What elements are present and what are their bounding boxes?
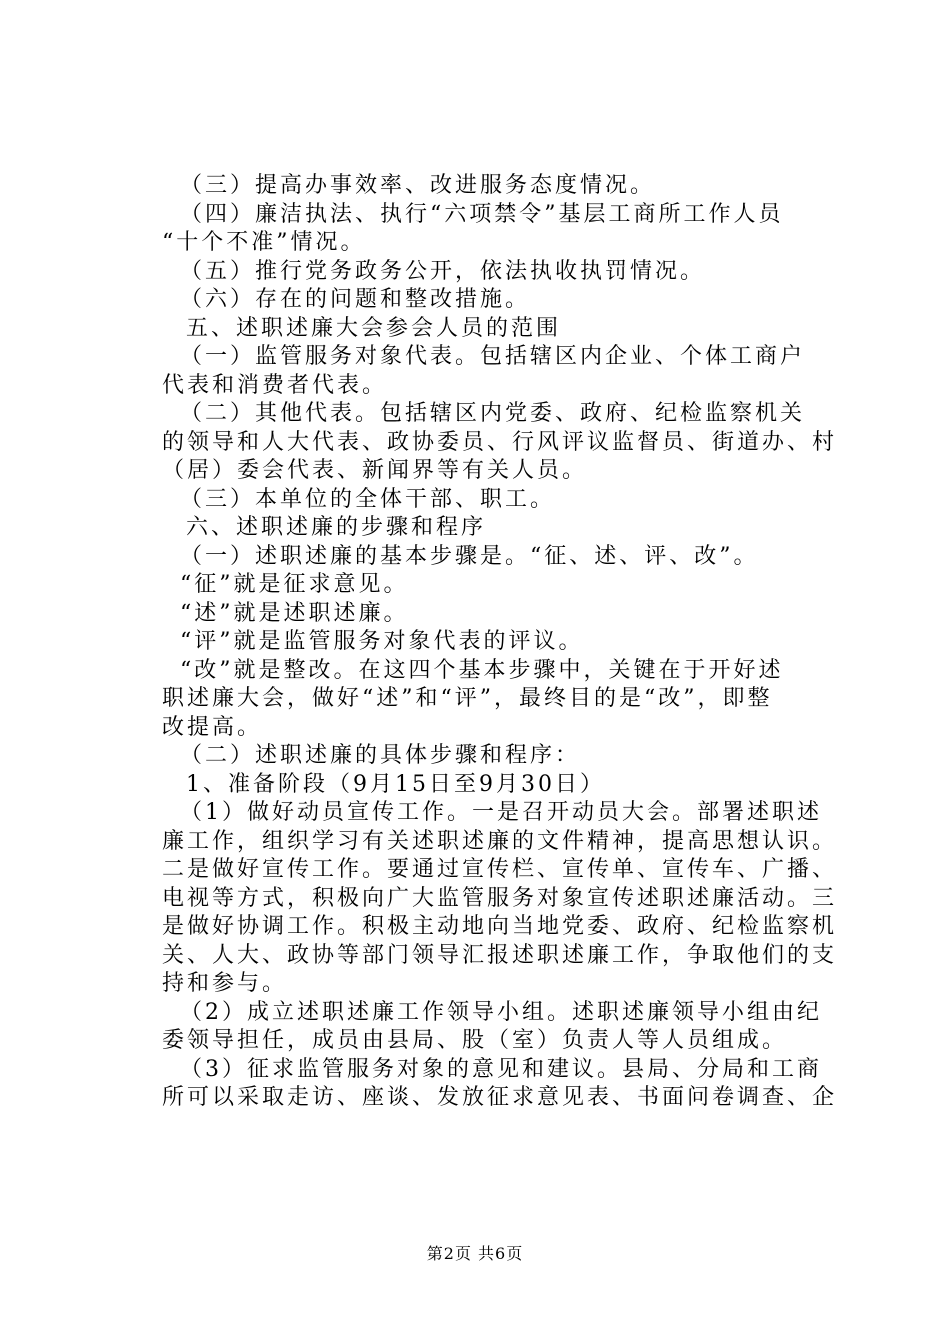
document-body bbox=[162, 172, 838, 1113]
text-line: 廉工作，组织学习有关述职述廉的文件精神，提高思想认识。 bbox=[162, 828, 838, 854]
text-line: 二是做好宣传工作。要通过宣传栏、宣传单、宣传车、广播、 bbox=[162, 857, 838, 882]
text-line: 改提高。 bbox=[162, 714, 263, 740]
text-line: （1）做好动员宣传工作。一是召开动员大会。部署述职述 bbox=[180, 800, 822, 825]
text-line: （二）其他代表。包括辖区内党委、政府、纪检监察机关 bbox=[180, 401, 806, 426]
text-line: 关、人大、政协等部门领导汇报述职述廉工作，争取他们的支 bbox=[162, 942, 838, 968]
text-line: 所可以采取走访、座谈、发放征求意见表、书面问卷调查、企 bbox=[162, 1085, 838, 1110]
text-line: 五、述职述廉大会参会人员的范围 bbox=[186, 315, 562, 341]
text-line: （一）监管服务对象代表。包括辖区内企业、个体工商户 bbox=[180, 344, 806, 369]
text-line: （六）存在的问题和整改措施。 bbox=[180, 287, 531, 312]
text-line: “述”就是述职述廉。 bbox=[180, 600, 409, 626]
text-line: （四）廉洁执法、执行“六项禁令”基层工商所工作人员 bbox=[180, 201, 784, 227]
text-line: （2）成立述职述廉工作领导小组。述职述廉领导小组由纪 bbox=[180, 999, 822, 1025]
text-line: （五）推行党务政务公开，依法执收执罚情况。 bbox=[180, 258, 706, 284]
page-footer: 第2页 共6页 bbox=[426, 1244, 524, 1263]
text-line: 六、述职述廉的步骤和程序 bbox=[186, 515, 487, 540]
text-line: 代表和消费者代表。 bbox=[162, 372, 388, 398]
text-line: “评”就是监管服务对象代表的评议。 bbox=[180, 629, 584, 654]
text-line: “十个不准”情况。 bbox=[162, 230, 366, 255]
text-line: 电视等方式，积极向广大监管服务对象宣传述职述廉活动。三 bbox=[162, 885, 838, 911]
text-line: （三）提高办事效率、改进服务态度情况。 bbox=[180, 173, 656, 198]
text-line: 职述廉大会，做好“述”和“评”，最终目的是“改”，即整 bbox=[162, 686, 773, 711]
text-line: 持和参与。 bbox=[162, 971, 288, 996]
text-line: 是做好协调工作。积极主动地向当地党委、政府、纪检监察机 bbox=[162, 914, 838, 939]
text-line: “征”就是征求意见。 bbox=[180, 572, 409, 597]
text-line: （二）述职述廉的具体步骤和程序： bbox=[180, 743, 581, 768]
text-line: （一）述职述廉的基本步骤是。“征、述、评、改”。 bbox=[180, 543, 759, 569]
text-line: 1、准备阶段（9月15日至9月30日） bbox=[186, 771, 605, 797]
text-line: 的领导和人大代表、政协委员、行风评议监督员、街道办、村 bbox=[162, 429, 838, 455]
text-line: 委领导担任，成员由县局、股（室）负责人等人员组成。 bbox=[162, 1028, 788, 1053]
text-line: （三）本单位的全体干部、职工。 bbox=[180, 486, 556, 512]
text-line: （居）委会代表、新闻界等有关人员。 bbox=[162, 458, 588, 483]
text-line: （3）征求监管服务对象的意见和建议。县局、分局和工商 bbox=[180, 1056, 822, 1082]
text-line: “改”就是整改。在这四个基本步骤中，关键在于开好述 bbox=[180, 657, 784, 683]
